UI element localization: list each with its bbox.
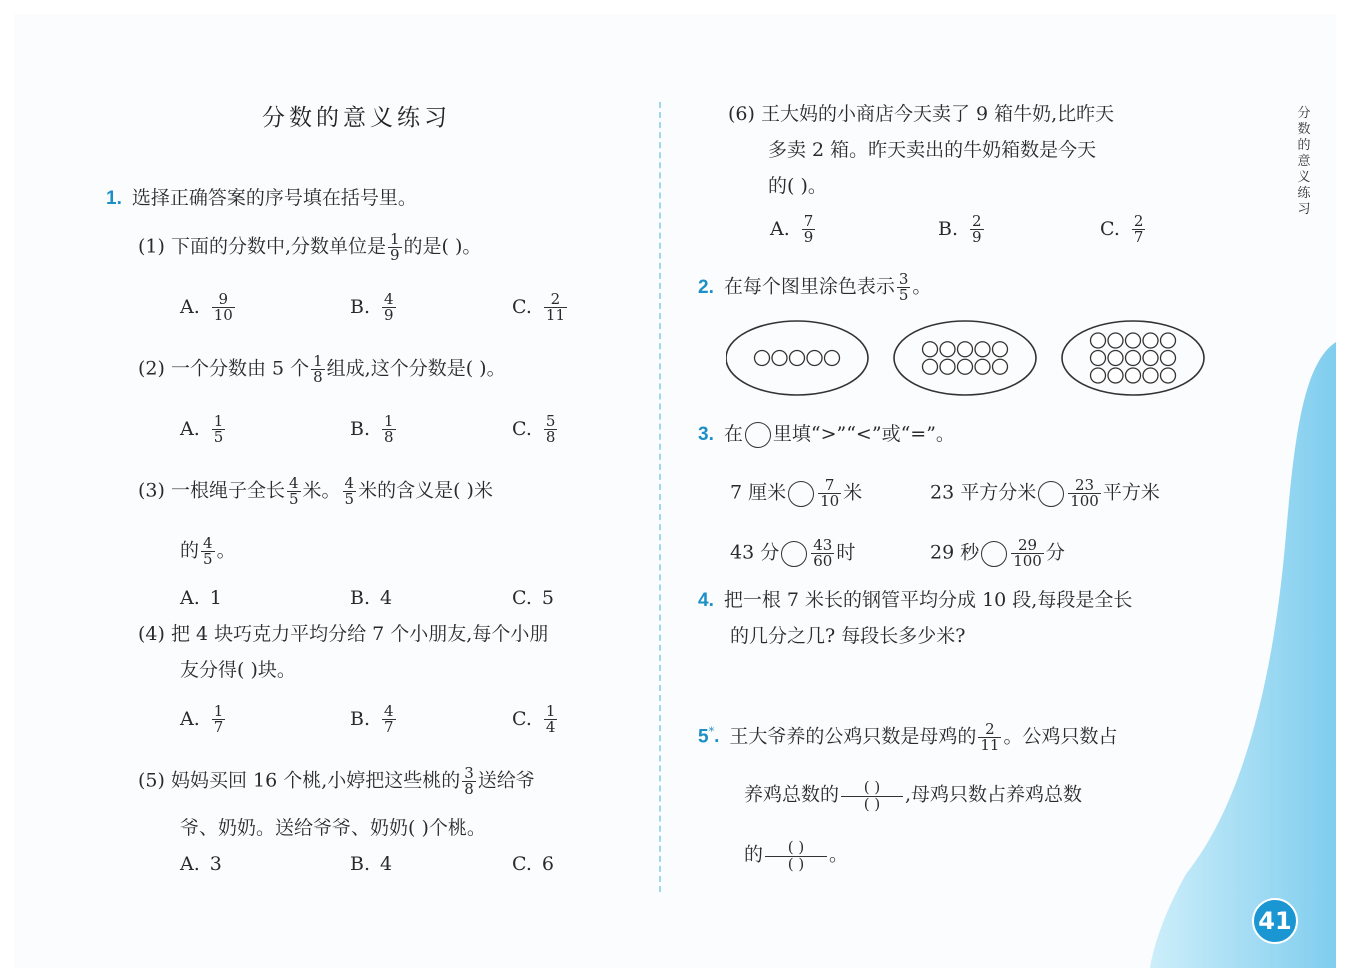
page-title: 分数的意义练习: [262, 105, 451, 131]
question-2: 2. 在每个图里涂色表示 $\frac{3}{5}$ 。: [698, 270, 932, 304]
sub-question-4: (4) 把 4 块巧克力平均分给 7 个小朋友,每个小朋: [138, 623, 549, 645]
small-circle[interactable]: [1091, 351, 1106, 366]
sub-question-6-line2: 多卖 2 箱。昨天卖出的牛奶箱数是今天: [768, 139, 1097, 161]
fraction: $\frac{1}{9}$: [390, 230, 400, 264]
small-circle[interactable]: [790, 351, 805, 366]
small-circle[interactable]: [772, 351, 787, 366]
small-circle[interactable]: [1161, 351, 1176, 366]
small-circle[interactable]: [940, 359, 955, 374]
compare-blank-circle[interactable]: [788, 481, 814, 507]
small-circle[interactable]: [1126, 333, 1141, 348]
question-1-heading: [106, 186, 417, 211]
column-divider: [659, 102, 665, 892]
option-a: A. $\frac{7}{9}$: [770, 212, 814, 246]
option-b: B. 4: [350, 853, 393, 875]
oval-figure: [894, 321, 1036, 395]
small-circle[interactable]: [993, 342, 1008, 357]
side-section-title: [1294, 106, 1314, 218]
option-a: A. 3: [180, 853, 222, 875]
answer-blank-fraction[interactable]: ( ) ( ): [841, 780, 903, 811]
compare-blank-circle[interactable]: [1038, 481, 1064, 507]
small-circle[interactable]: [1108, 333, 1123, 348]
small-circle[interactable]: [975, 342, 990, 357]
question-5-line2: 养鸡总数的 ( ) ( ) ,母鸡只数占养鸡总数: [744, 778, 1083, 813]
sub-question-5: (5) 妈妈买回 16 个桃,小婷把这些桃的 $\frac{3}{8}$ 送给爷: [138, 764, 535, 798]
question-3: 3. 在 里填“>”“<”或“=”。: [698, 422, 955, 448]
question-5: 5*. 王大爷养的公鸡只数是母鸡的 $\frac{2}{11}$ 。公鸡只数占: [698, 719, 1118, 754]
compare-item: 7 厘米 $\frac{7}{10}$ 米: [730, 476, 863, 510]
small-circle[interactable]: [923, 359, 938, 374]
small-circle[interactable]: [923, 342, 938, 357]
small-circle[interactable]: [1108, 368, 1123, 383]
small-circle[interactable]: [1143, 333, 1158, 348]
workbook-page: [14, 14, 1336, 968]
answer-blank-fraction[interactable]: ( ) ( ): [765, 840, 827, 871]
option-a: A. $\frac{1}{7}$: [180, 702, 224, 736]
sub-question-1: (1) 下面的分数中,分数单位是 $\frac{1}{9}$ 的是( )。: [138, 230, 482, 264]
compare-item: 29 秒 $\frac{29}{100}$ 分: [930, 536, 1065, 570]
option-c: C. $\frac{2}{7}$: [1100, 212, 1144, 246]
question-number: 1.: [106, 188, 122, 209]
option-c: C. $\frac{2}{11}$: [512, 290, 565, 324]
small-circle[interactable]: [1161, 368, 1176, 383]
compare-blank-circle[interactable]: [781, 541, 807, 567]
compare-blank-circle[interactable]: [981, 541, 1007, 567]
option-c: C. 5: [512, 587, 554, 609]
sub-question-6-line3: 的( )。: [768, 175, 827, 197]
small-circle[interactable]: [1091, 368, 1106, 383]
small-circle[interactable]: [940, 342, 955, 357]
small-circle[interactable]: [1161, 333, 1176, 348]
small-circle[interactable]: [825, 351, 840, 366]
small-circle[interactable]: [1143, 368, 1158, 383]
small-circle[interactable]: [993, 359, 1008, 374]
sub-question-6: (6) 王大妈的小商店今天卖了 9 箱牛奶,比昨天: [728, 103, 1115, 125]
fraction: $\frac{1}{8}$: [313, 352, 323, 386]
option-b: B. $\frac{4}{9}$: [350, 290, 394, 324]
option-b: B. 4: [350, 587, 393, 609]
small-circle[interactable]: [1126, 368, 1141, 383]
small-circle[interactable]: [807, 351, 822, 366]
sub-question-3: (3) 一根绳子全长 $\frac{4}{5}$ 米。 $\frac{4}{5}$ 米的含义是( )米: [138, 474, 493, 508]
side-title-char: 的: [1297, 138, 1311, 153]
question-4-line2: 的几分之几? 每段长多少米?: [730, 625, 966, 647]
side-title-char: 分: [1297, 106, 1311, 121]
sub-question-2: (2) 一个分数由 5 个 $\frac{1}{8}$ 组成,这个分数是( )。: [138, 352, 506, 386]
side-title-char: 义: [1297, 170, 1311, 185]
compare-item: 43 分 $\frac{43}{60}$ 时: [730, 536, 856, 570]
small-circle[interactable]: [1091, 333, 1106, 348]
option-a: A. $\frac{9}{10}$: [180, 290, 233, 324]
small-circle[interactable]: [975, 359, 990, 374]
circle-symbol: [745, 422, 771, 448]
option-c: C. $\frac{1}{4}$: [512, 702, 556, 736]
small-circle[interactable]: [1126, 351, 1141, 366]
small-circle[interactable]: [1143, 351, 1158, 366]
page-number-badge: 41: [1252, 898, 1298, 944]
sub-question-5-line2: 爷、奶奶。送给爷爷、奶奶( )个桃。: [180, 817, 486, 839]
side-title-char: 意: [1297, 154, 1311, 169]
option-c: C. $\frac{5}{8}$: [512, 412, 556, 446]
option-b: B. $\frac{4}{7}$: [350, 702, 394, 736]
question-5-line3: 的 ( ) ( ) 。: [744, 838, 849, 873]
oval-circle-figures: [726, 318, 1208, 400]
small-circle[interactable]: [1108, 351, 1123, 366]
compare-item: 23 平方分米 $\frac{23}{100}$ 平方米: [930, 476, 1160, 510]
side-title-char: 练: [1297, 186, 1311, 201]
side-title-char: 数: [1297, 122, 1311, 137]
sub-question-3-line2: 的 $\frac{4}{5}$ 。: [180, 534, 236, 568]
sub-question-4-line2: 友分得( )块。: [180, 659, 296, 681]
small-circle[interactable]: [958, 359, 973, 374]
question-text: 选择正确答案的序号填在括号里。: [131, 187, 417, 209]
small-circle[interactable]: [755, 351, 770, 366]
option-a: A. 1: [180, 587, 222, 609]
question-4: 4. 把一根 7 米长的钢管平均分成 10 段,每段是全长: [698, 589, 1133, 611]
side-title-char: 习: [1297, 202, 1311, 217]
option-a: A. $\frac{1}{5}$: [180, 412, 224, 446]
small-circle[interactable]: [958, 342, 973, 357]
option-c: C. 6: [512, 853, 554, 875]
option-b: B. $\frac{1}{8}$: [350, 412, 394, 446]
option-b: B. $\frac{2}{9}$: [938, 212, 982, 246]
